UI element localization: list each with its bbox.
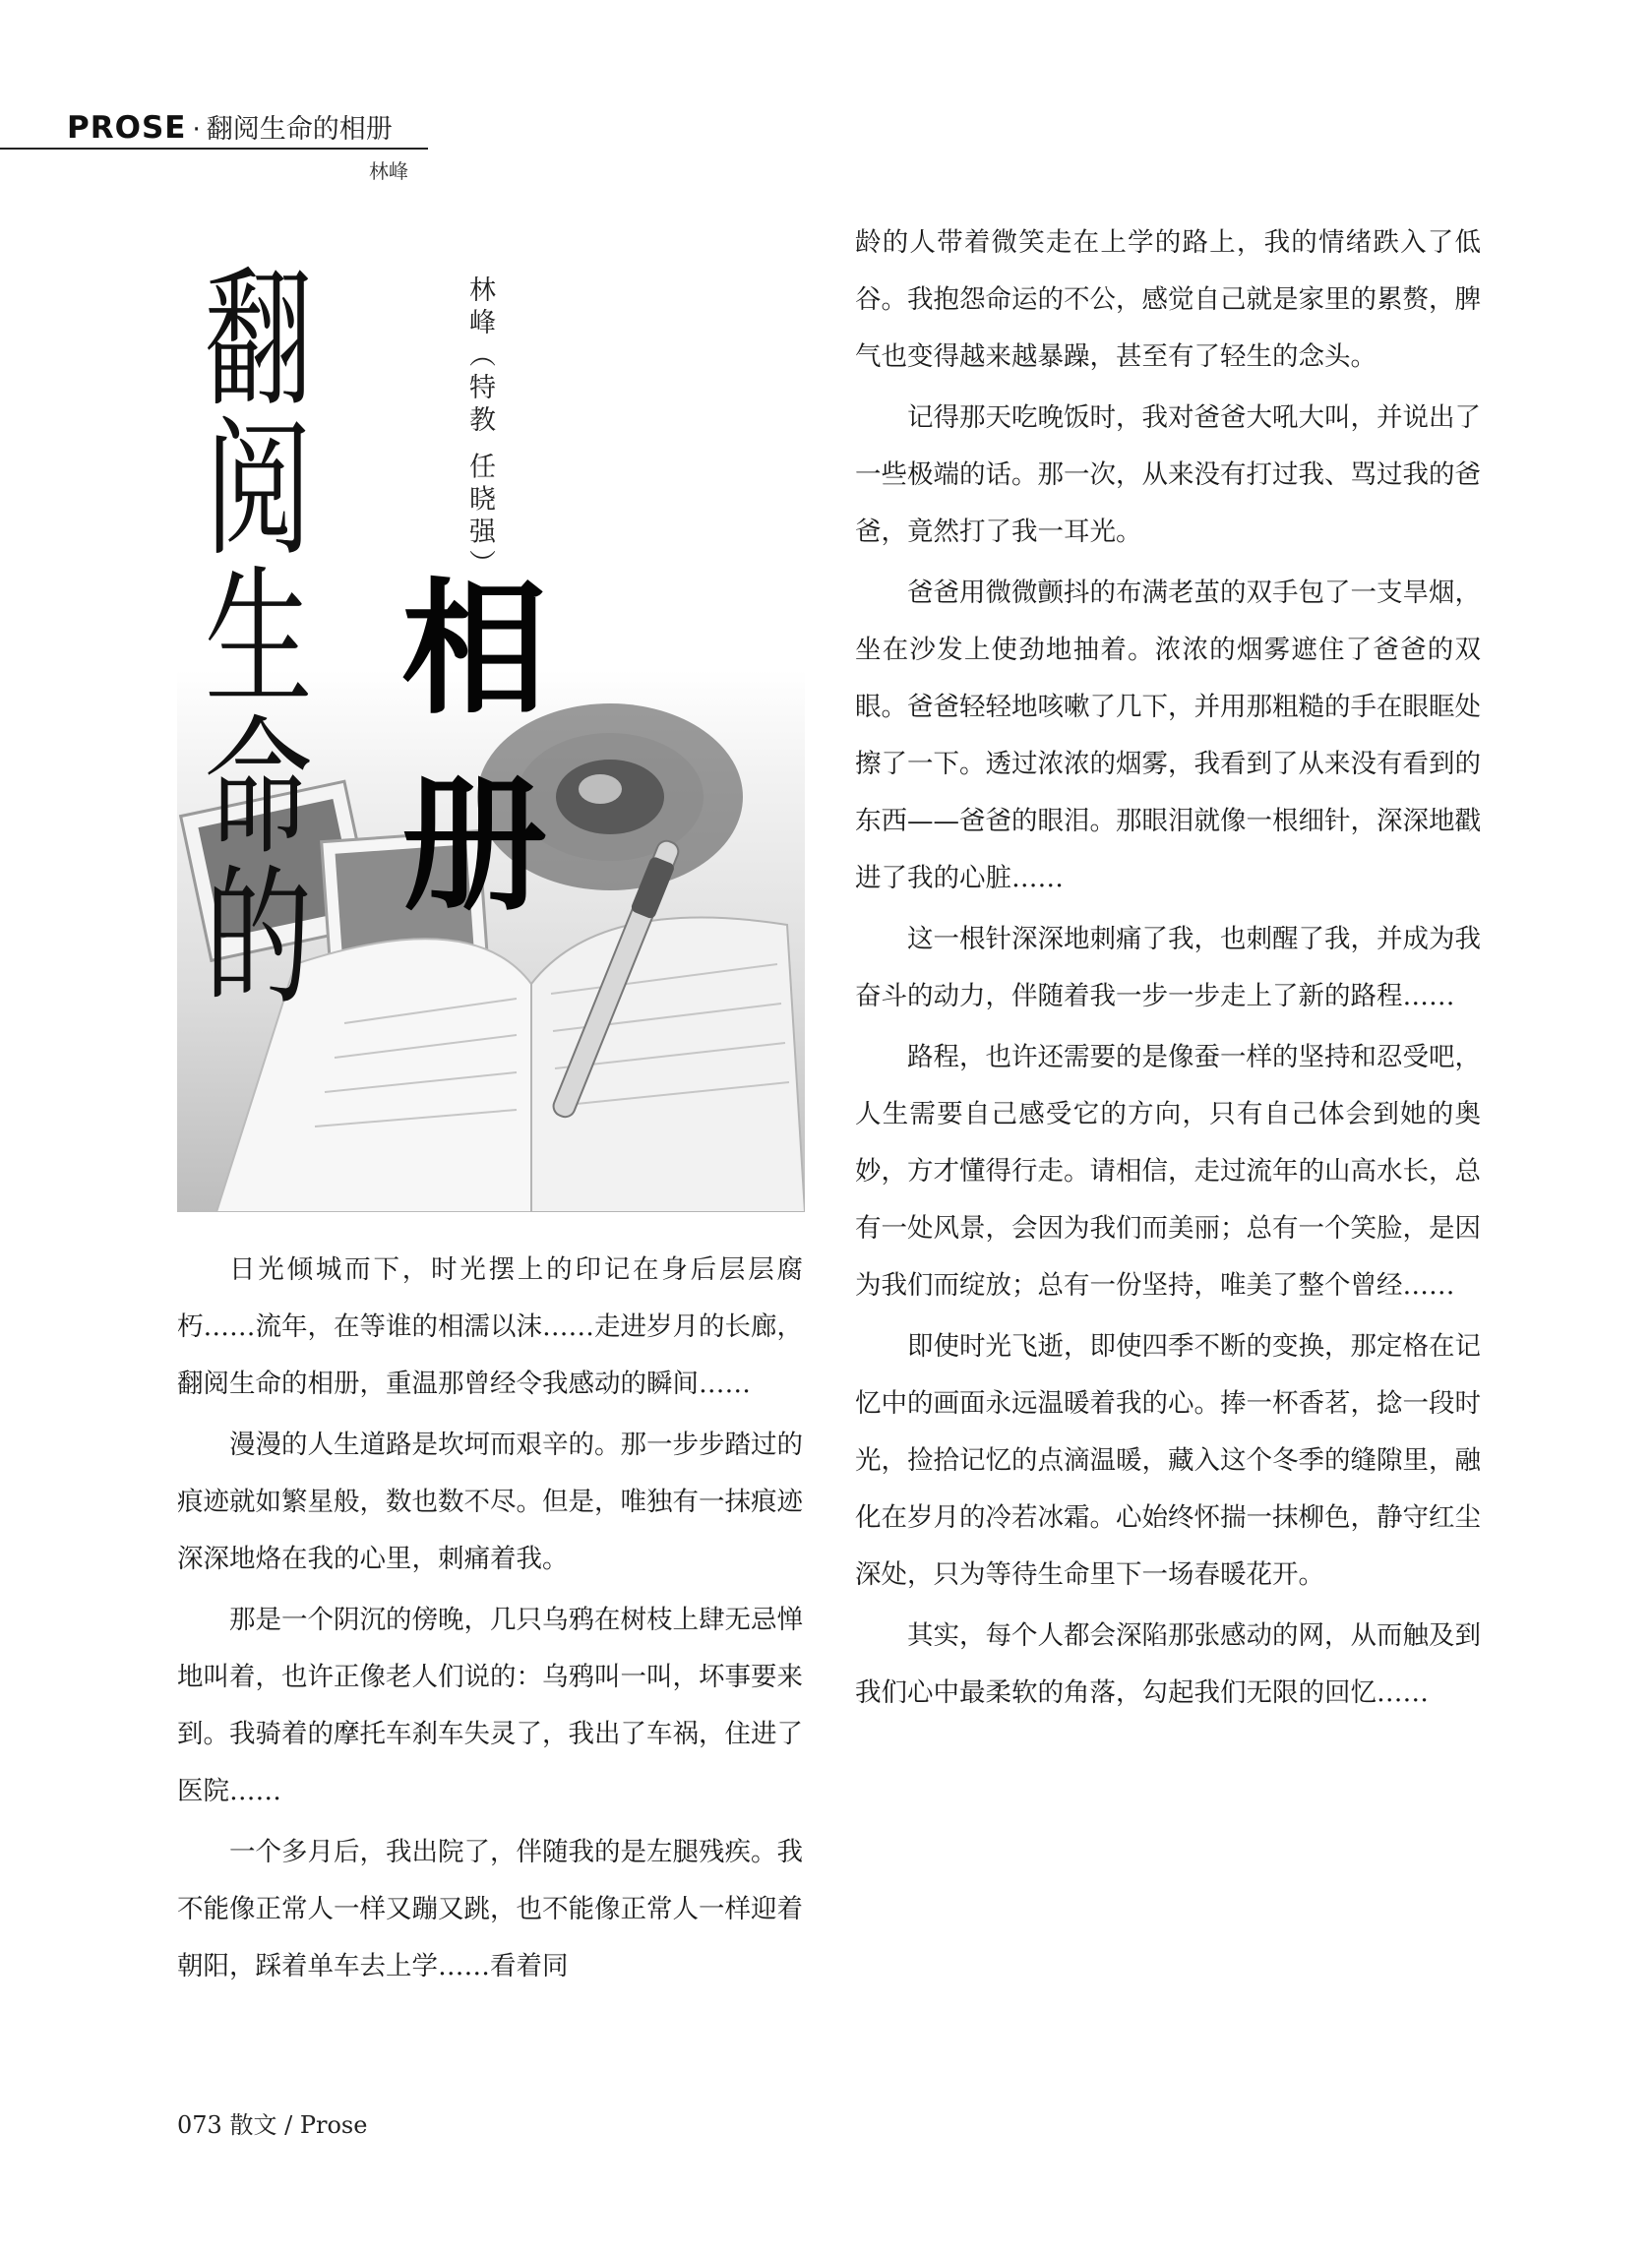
magazine-name-cn: 散文 xyxy=(229,2111,277,2139)
page-number: 073 xyxy=(177,2111,222,2139)
header-line xyxy=(67,110,393,148)
title-bold-characters xyxy=(401,551,588,944)
paragraph: 其实，每个人都会深陷那张感动的网，从而触及到我们心中最柔软的角落，勾起我们无限的回忆…… xyxy=(855,1620,1481,1708)
folio-slash: / xyxy=(284,2111,293,2139)
byline: 林峰（特教 任晓强） xyxy=(464,275,495,582)
title-char-bold: 册 xyxy=(401,761,547,931)
title-char-bold: 相 xyxy=(401,565,547,734)
paragraph: 漫漫的人生道路是坎坷而艰辛的。那一步步踏过的痕迹就如繁星般，数也数不尽。但是，唯独有一抹痕迹深深地烙在我的心里，刺痛着我。 xyxy=(177,1430,803,1574)
paragraph-continued: 龄的人带着微笑走在上学的路上，我的情绪跌入了低谷。我抱怨命运的不公，感觉自己就是家里的累赘，脾气也变得越来越暴躁，甚至有了轻生的念头。 xyxy=(855,227,1481,372)
title-block xyxy=(177,246,805,1212)
article-right-column xyxy=(855,214,1481,1726)
paragraph: 一个多月后，我出院了，伴随我的是左腿残疾。我不能像正常人一样又蹦又跳，也不能像正常人一样迎着朝阳，踩着单车去上学……看着同 xyxy=(177,1837,803,1981)
page-footer xyxy=(177,2105,367,2140)
paragraph: 记得那天吃晚饭时，我对爸爸大吼大叫，并说出了一些极端的话。那一次，从来没有打过我、骂过我的爸爸，竟然打了我一耳光。 xyxy=(855,402,1481,547)
title-light-characters xyxy=(205,253,392,1025)
title-char: 翻 xyxy=(205,253,313,427)
paragraph: 日光倾城而下，时光摆上的印记在身后层层腐朽……流年，在等谁的相濡以沫……走进岁月的长廊，翻阅生命的相册，重温那曾经令我感动的瞬间…… xyxy=(177,1254,803,1399)
magazine-name-en: Prose xyxy=(299,2111,368,2139)
paragraph: 爸爸用微微颤抖的布满老茧的双手包了一支旱烟，坐在沙发上使劲地抽着。浓浓的烟雾遮住了爸爸的双眼。爸爸轻轻地咳嗽了几下，并用那粗糙的手在眼眶处擦了一下。透过浓浓的烟雾，我看到了从来没有看到的东西——爸爸的眼泪。那眼泪就像一根细针，深深地戳进了我的心脏…… xyxy=(855,578,1481,893)
title-char: 的 xyxy=(205,851,313,1025)
header-brand: PROSE xyxy=(67,110,187,146)
header-separator: · xyxy=(192,115,201,145)
title-char: 生 xyxy=(205,552,313,726)
title-char: 命 xyxy=(205,701,313,876)
header-title: 翻阅生命的相册 xyxy=(206,114,393,145)
title-char: 阅 xyxy=(205,402,313,577)
paragraph: 这一根针深深地刺痛了我，也刺醒了我，并成为我奋斗的动力，伴随着我一步一步走上了新的路程…… xyxy=(855,924,1481,1011)
paragraph: 路程，也许还需要的是像蚕一样的坚持和忍受吧，人生需要自己感受它的方向，只有自己体会到她的奥妙，方才懂得行走。请相信，走过流年的山高水长，总有一处风景，会因为我们而美丽；总有一个笑脸，是因为我们而绽放；总有一份坚持，唯美了整个曾经…… xyxy=(855,1042,1481,1301)
paragraph: 即使时光飞逝，即使四季不断的变换，那定格在记忆中的画面永远温暖着我的心。捧一杯香茗，捻一段时光，捡拾记忆的点滴温暖，藏入这个冬季的缝隙里，融化在岁月的冷若冰霜。心始终怀揣一抹柳色，静守红尘深处，只为等待生命里下一场春暖花开。 xyxy=(855,1331,1481,1590)
header-author: 林峰 xyxy=(369,159,408,183)
paragraph: 那是一个阴沉的傍晚，几只乌鸦在树枝上肆无忌惮地叫着，也许正像老人们说的：乌鸦叫一叫，坏事要来到。我骑着的摩托车刹车失灵了，我出了车祸，住进了医院…… xyxy=(177,1605,803,1806)
header-rule xyxy=(0,148,428,150)
article-left-column xyxy=(177,1242,803,1999)
